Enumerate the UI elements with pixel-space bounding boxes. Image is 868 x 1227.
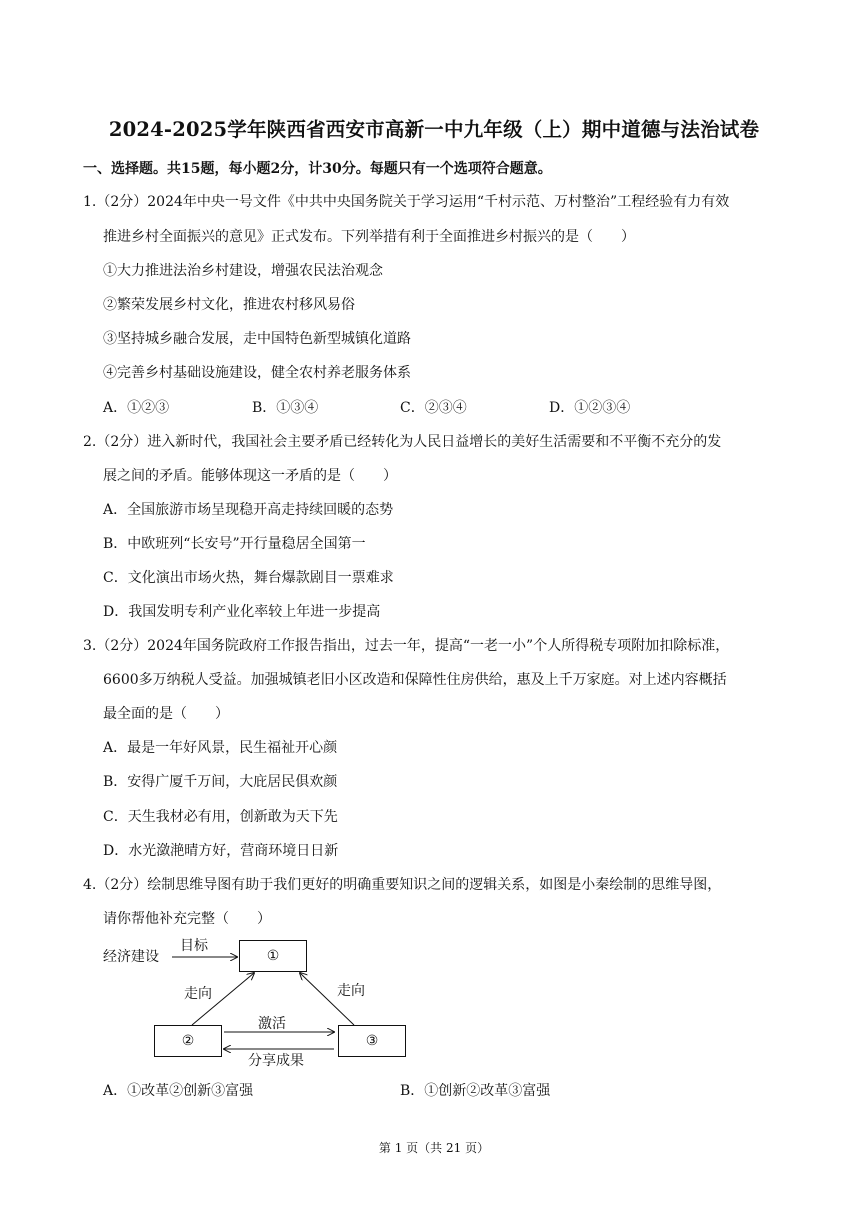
q1-item-2: ②繁荣发展乡村文化，推进农村移风易俗 xyxy=(103,297,355,313)
q3-stem-line3: 最全面的是（ ） xyxy=(103,706,229,722)
box-2: ② xyxy=(154,1025,222,1057)
q2-stem-line2: 展之间的矛盾。能够体现这一矛盾的是（ ） xyxy=(103,468,397,484)
q4-options xyxy=(103,1080,703,1100)
q2-option-d[interactable]: D．我国发明专利产业化率较上年进一步提高 xyxy=(103,604,381,620)
q3-option-d[interactable]: D．水光潋滟晴方好，营商环境日日新 xyxy=(103,843,339,859)
activate-label: 激活 xyxy=(258,1016,286,1032)
q3-stem-line1: 3.（2分）2024年国务院政府工作报告指出，过去一年，提高“一老一小”个人所得税专项附加扣除标准， xyxy=(83,638,730,654)
q1-option-c[interactable]: C．②③④ xyxy=(400,400,467,416)
q3-stem-line2: 6600多万纳税人受益。加强城镇老旧小区改造和保障性住房供给，惠及上千万家庭。对上述内容概括 xyxy=(103,672,727,688)
q1-options xyxy=(103,397,703,417)
toward-left-label: 走向 xyxy=(184,986,212,1002)
q1-option-d[interactable]: D．①②③④ xyxy=(549,400,631,416)
page-title: 2024-2025学年陕西省西安市高新一中九年级（上）期中道德与法治试卷 xyxy=(108,118,760,141)
q1-stem-line1: 1.（2分）2024年中央一号文件《中共中央国务院关于学习运用“千村示范、万村整治”工程经验有力有效 xyxy=(83,194,730,210)
page-footer: 第 1 页（共 21 页） xyxy=(378,1141,490,1155)
q1-item-3: ③坚持城乡融合发展，走中国特色新型城镇化道路 xyxy=(103,331,411,347)
q1-stem-line2: 推进乡村全面振兴的意见》正式发布。下列举措有利于全面推进乡村振兴的是（ ） xyxy=(103,229,635,245)
q3-option-c[interactable]: C．天生我材必有用，创新敢为天下先 xyxy=(103,809,338,825)
mind-map-diagram xyxy=(100,930,420,1070)
q2-option-c[interactable]: C．文化演出市场火热，舞台爆款剧目一票难求 xyxy=(103,570,394,586)
q1-item-1: ①大力推进法治乡村建设，增强农民法治观念 xyxy=(103,263,383,279)
q4-option-a[interactable]: A．①改革②创新③富强 xyxy=(103,1083,254,1099)
q3-option-a[interactable]: A．最是一年好风景，民生福祉开心颜 xyxy=(103,740,338,756)
q2-option-a[interactable]: A．全国旅游市场呈现稳开高走持续回暖的态势 xyxy=(103,502,394,518)
q2-option-b[interactable]: B．中欧班列“长安号”开行量稳居全国第一 xyxy=(103,536,366,552)
economy-label: 经济建设 xyxy=(103,949,159,965)
q1-option-b[interactable]: B．①③④ xyxy=(252,400,319,416)
q3-option-b[interactable]: B．安得广厦千万间，大庇居民俱欢颜 xyxy=(103,774,338,790)
q4-stem-line2: 请你帮他补充完整（ ） xyxy=(103,911,271,927)
box-1: ① xyxy=(239,940,307,972)
q4-option-b[interactable]: B．①创新②改革③富强 xyxy=(400,1083,551,1099)
box-3: ③ xyxy=(338,1025,406,1057)
share-label: 分享成果 xyxy=(248,1053,304,1069)
q1-option-a[interactable]: A．①②③ xyxy=(103,400,170,416)
toward-right-label: 走向 xyxy=(337,983,365,999)
q1-item-4: ④完善乡村基础设施建设，健全农村养老服务体系 xyxy=(103,365,411,381)
q4-stem-line1: 4.（2分）绘制思维导图有助于我们更好的明确重要知识之间的逻辑关系，如图是小秦绘制的思维导图， xyxy=(83,877,722,893)
section-heading: 一、选择题。共15题，每小题2分，计30分。每题只有一个选项符合题意。 xyxy=(83,161,552,177)
q2-stem-line1: 2.（2分）进入新时代，我国社会主要矛盾已经转化为人民日益增长的美好生活需要和不平衡不充分的发 xyxy=(83,434,722,450)
goal-label: 目标 xyxy=(180,938,208,954)
